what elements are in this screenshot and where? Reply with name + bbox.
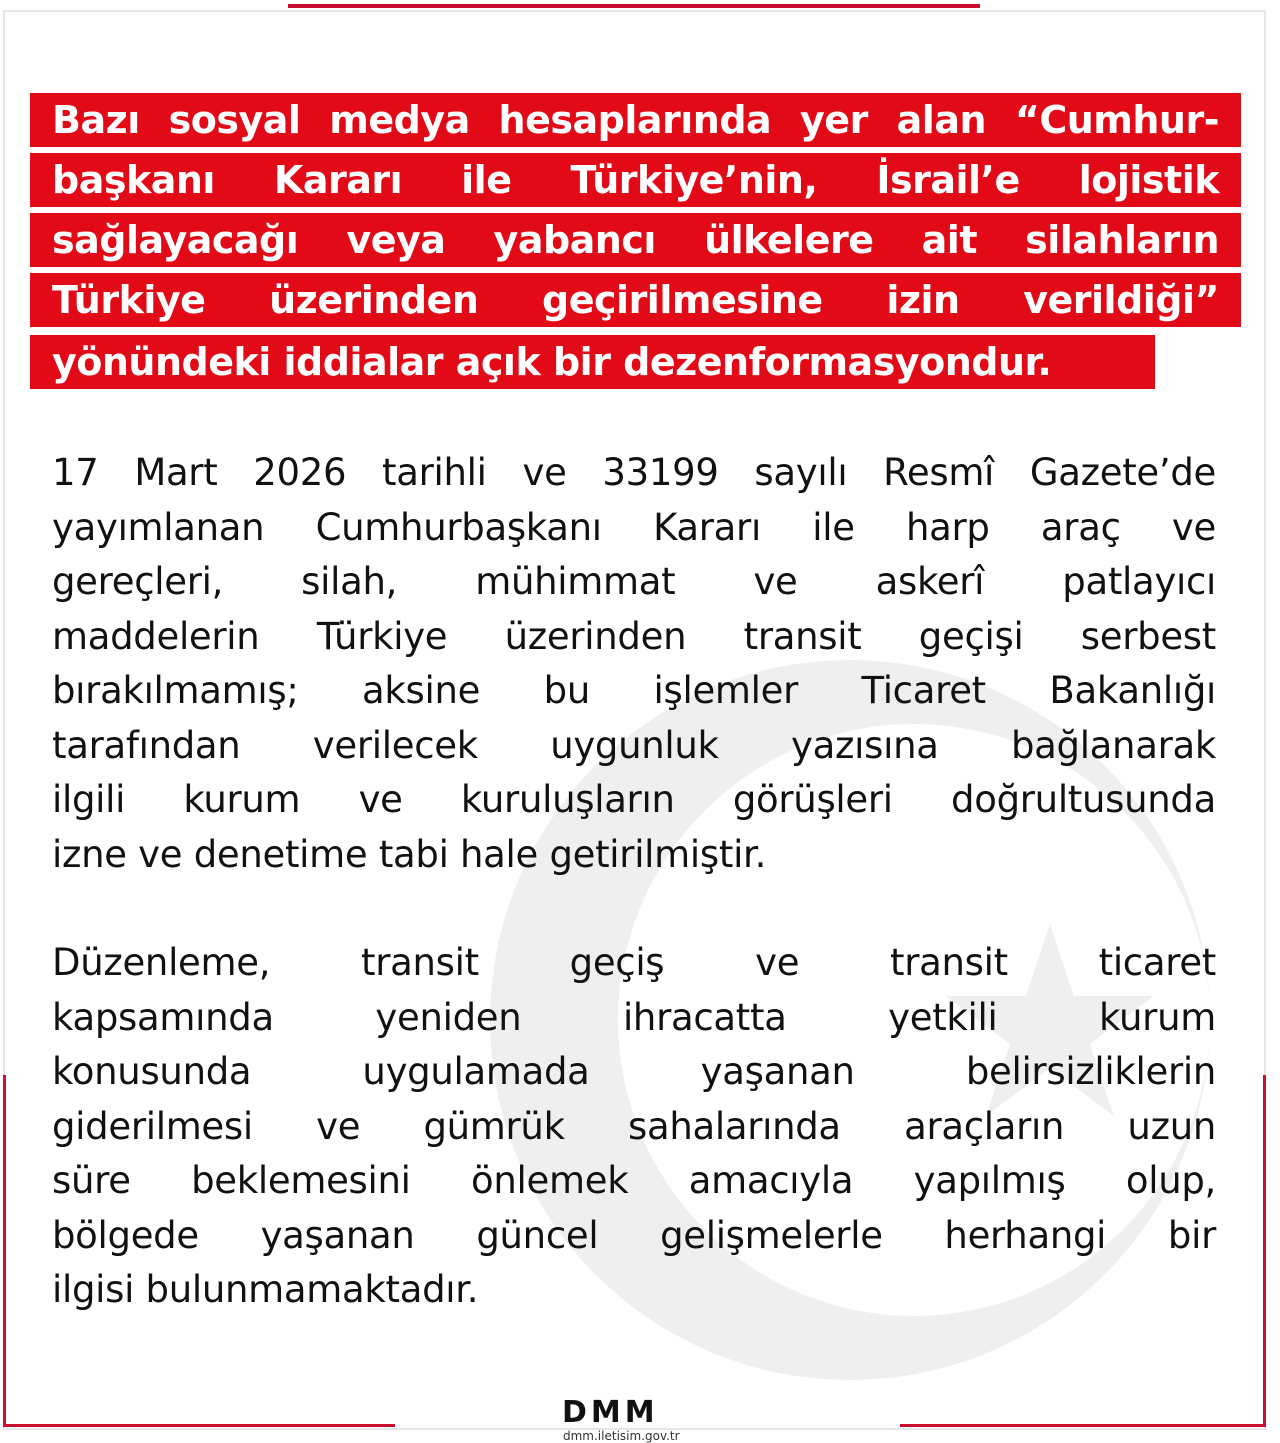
footer-website: dmm.iletisim.gov.tr xyxy=(563,1429,680,1443)
left-accent-line xyxy=(3,1075,6,1427)
paragraph-1 xyxy=(52,446,1216,882)
text-line: ilgisi bulunmamaktadır. xyxy=(52,1268,479,1311)
text-line: süre beklemesini önlemek amacıyla yapılmış olup, xyxy=(52,1159,1216,1202)
text-line: ilgili kurum ve kuruluşların görüşleri doğrultusunda xyxy=(52,778,1216,821)
text-line: gereçleri, silah, mühimmat ve askerî patlayıcı xyxy=(52,560,1216,603)
text-line: tarafından verilecek uygunluk yazısına bağlanarak xyxy=(52,723,1216,767)
bottom-left-accent-line xyxy=(3,1424,395,1427)
text-line: bırakılmamış; aksine bu işlemler Ticaret Bakanlığı xyxy=(52,669,1216,712)
text-line: yayımlanan Cumhurbaşkanı Kararı ile harp araç ve xyxy=(52,505,1216,549)
paragraph-2 xyxy=(52,936,1216,1318)
text-line: maddelerin Türkiye üzerinden transit geçişi serbest xyxy=(52,614,1216,658)
text-line: giderilmesi ve gümrük sahalarında araçların uzun xyxy=(52,1104,1216,1148)
text-line: Düzenleme, transit geçiş ve transit ticaret xyxy=(52,941,1216,984)
headline-line: başkanı Kararı ile Türkiye’nin, İsrail’e lojistik xyxy=(30,153,1241,207)
text-line: konusunda uygulamada yaşanan belirsizliklerin xyxy=(52,1050,1216,1093)
bottom-right-accent-line xyxy=(900,1424,1266,1427)
dmm-logo: DMM xyxy=(562,1398,659,1428)
headline-line: sağlayacağı veya yabancı ülkelere ait silahların xyxy=(30,213,1241,267)
headline-line: yönündeki iddialar açık bir dezenformasyondur. xyxy=(30,335,1155,389)
text-line: kapsamında yeniden ihracatta yetkili kurum xyxy=(52,995,1216,1039)
headline-line: Türkiye üzerinden geçirilmesine izin verildiği” xyxy=(30,273,1241,327)
text-line: izne ve denetime tabi hale getirilmiştir. xyxy=(52,832,767,876)
top-accent-line xyxy=(288,4,980,8)
text-line: 17 Mart 2026 tarihli ve 33199 sayılı Resmî Gazete’de xyxy=(52,451,1216,494)
headline-line: Bazı sosyal medya hesaplarında yer alan “Cumhur- xyxy=(30,93,1241,147)
text-line: bölgede yaşanan güncel gelişmelerle herhangi bir xyxy=(52,1213,1216,1257)
